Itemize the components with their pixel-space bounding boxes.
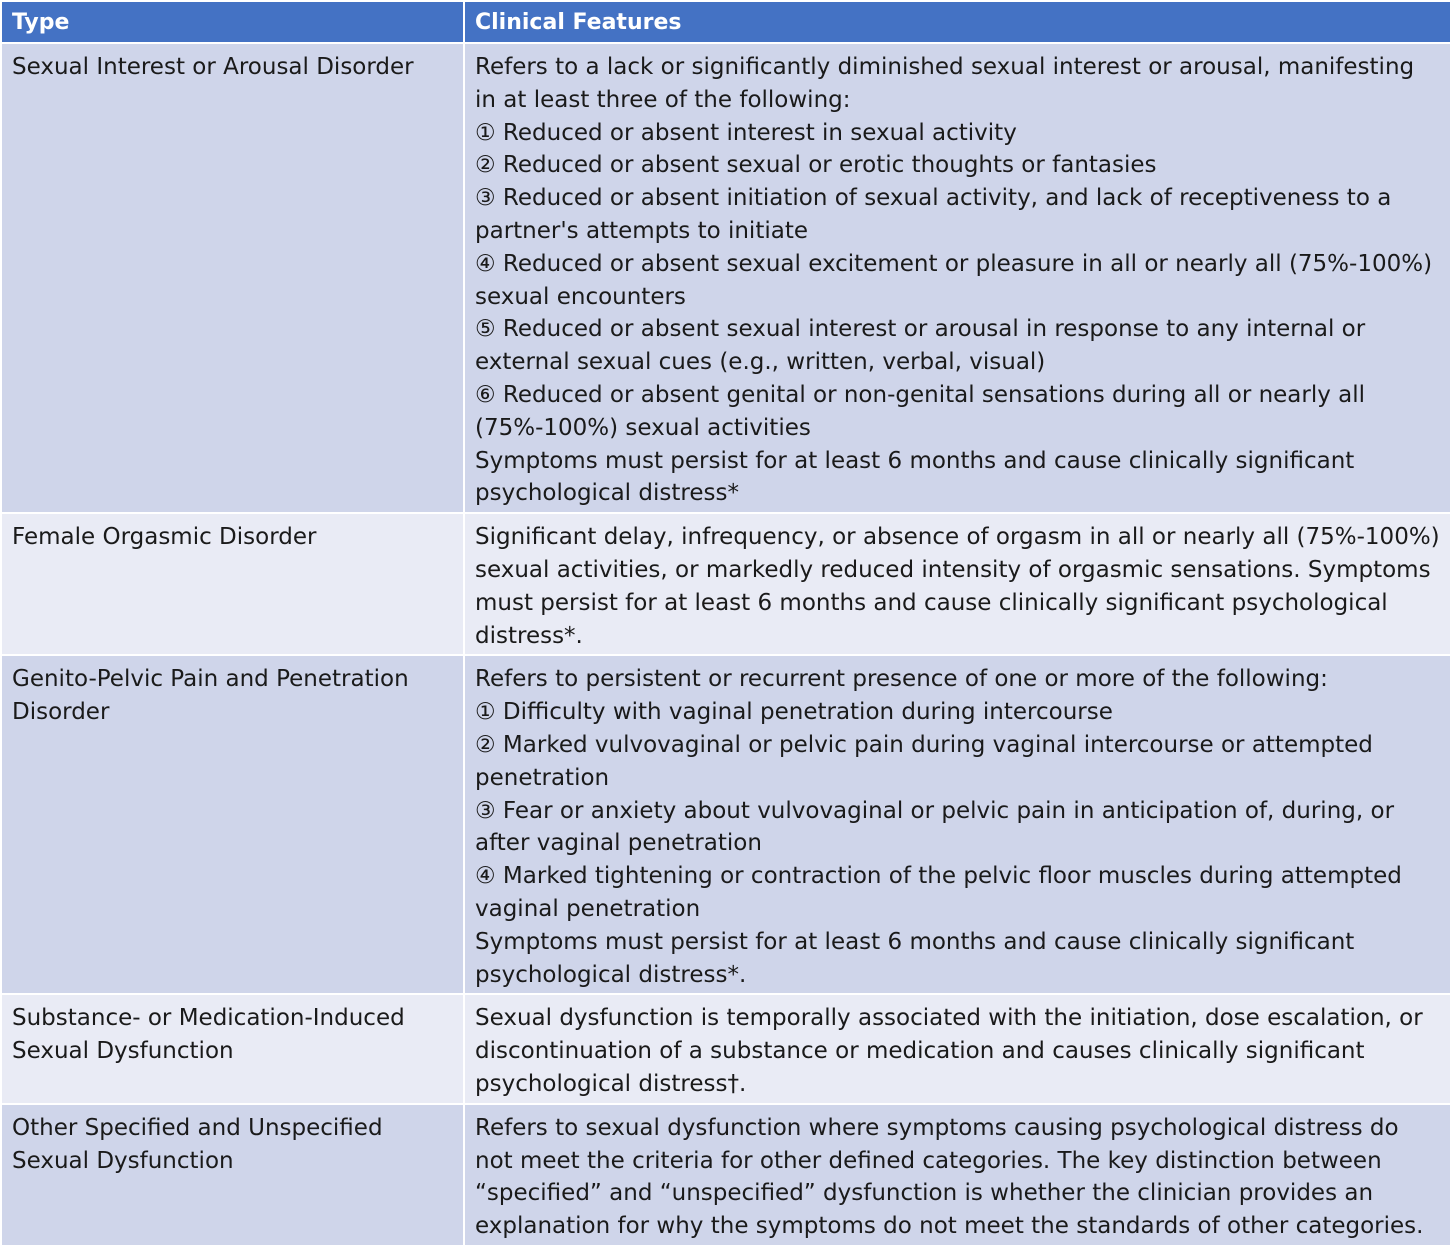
feature-line: Refers to a lack or significantly diminished sexual interest or arousal, manifesting in at least three of the following: bbox=[475, 54, 1415, 113]
feature-line: Refers to sexual dysfunction where symptoms causing psychological distress do not meet the criteria for other defined categories. The key distinction between “specified” and “unspecified” dysfunction is whether the clinician provides an explanation for why the symptoms do not meet the standards of other categories. bbox=[475, 1114, 1424, 1240]
feature-line: Symptoms must persist for at least 6 months and cause clinically significant psychological distress*. bbox=[475, 928, 1355, 988]
type-cell: Substance- or Medication-Induced Sexual Dysfunction bbox=[1, 994, 464, 1103]
table-row bbox=[1, 1104, 1450, 1246]
features-cell bbox=[464, 994, 1450, 1103]
feature-line: ⑤ Reduced or absent sexual interest or arousal in response to any internal or external sexual cues (e.g., written, verbal, visual) bbox=[475, 316, 1366, 376]
feature-line: Symptoms must persist for at least 6 months and cause clinically significant psychological distress* bbox=[475, 447, 1355, 507]
feature-line: ③ Fear or anxiety about vulvovaginal or pelvic pain in anticipation of, during, or after vaginal penetration bbox=[475, 797, 1395, 857]
features-cell bbox=[464, 43, 1450, 513]
features-cell bbox=[464, 1104, 1450, 1246]
feature-line: Significant delay, infrequency, or absence of orgasm in all or nearly all (75%-100%) sexual activities, or markedly reduced intensity of orgasmic sensations. Symptoms must persist for at least 6 months and cause clinically significant psychological distress*. bbox=[475, 524, 1440, 649]
feature-line: ① Difficulty with vaginal penetration during intercourse bbox=[475, 699, 1113, 726]
header-row bbox=[1, 1, 1450, 43]
feature-line: Sexual dysfunction is temporally associated with the initiation, dose escalation, or discontinuation of a substance or medication and causes clinically significant psychological distress†. bbox=[475, 1005, 1423, 1097]
feature-line: ④ Reduced or absent sexual excitement or pleasure in all or nearly all (75%-100%) sexual encounters bbox=[475, 250, 1433, 310]
type-cell: Female Orgasmic Disorder bbox=[1, 513, 464, 655]
table-row bbox=[1, 994, 1450, 1103]
feature-line: ② Marked vulvovaginal or pelvic pain during vaginal intercourse or attempted penetration bbox=[475, 731, 1373, 791]
header-type: Type bbox=[1, 1, 464, 43]
feature-line: ③ Reduced or absent initiation of sexual activity, and lack of receptiveness to a partner's attempts to initiate bbox=[475, 185, 1392, 244]
type-cell: Other Specified and Unspecified Sexual Dysfunction bbox=[1, 1104, 464, 1246]
feature-line: ② Reduced or absent sexual or erotic thoughts or fantasies bbox=[475, 152, 1157, 179]
feature-line: ④ Marked tightening or contraction of the pelvic floor muscles during attempted vaginal penetration bbox=[475, 863, 1402, 922]
feature-line: Refers to persistent or recurrent presence of one or more of the following: bbox=[475, 666, 1328, 693]
type-cell: Genito-Pelvic Pain and Penetration Disorder bbox=[1, 655, 464, 994]
features-cell bbox=[464, 655, 1450, 994]
feature-line: ① Reduced or absent interest in sexual activity bbox=[475, 119, 1017, 146]
type-cell: Sexual Interest or Arousal Disorder bbox=[1, 43, 464, 513]
header-clinical-features: Clinical Features bbox=[464, 1, 1450, 43]
table-row bbox=[1, 655, 1450, 994]
table-row bbox=[1, 43, 1450, 513]
feature-line: ⑥ Reduced or absent genital or non-genital sensations during all or nearly all (75%-100%) sexual activities bbox=[475, 381, 1366, 441]
features-cell bbox=[464, 513, 1450, 655]
table-row bbox=[1, 513, 1450, 655]
